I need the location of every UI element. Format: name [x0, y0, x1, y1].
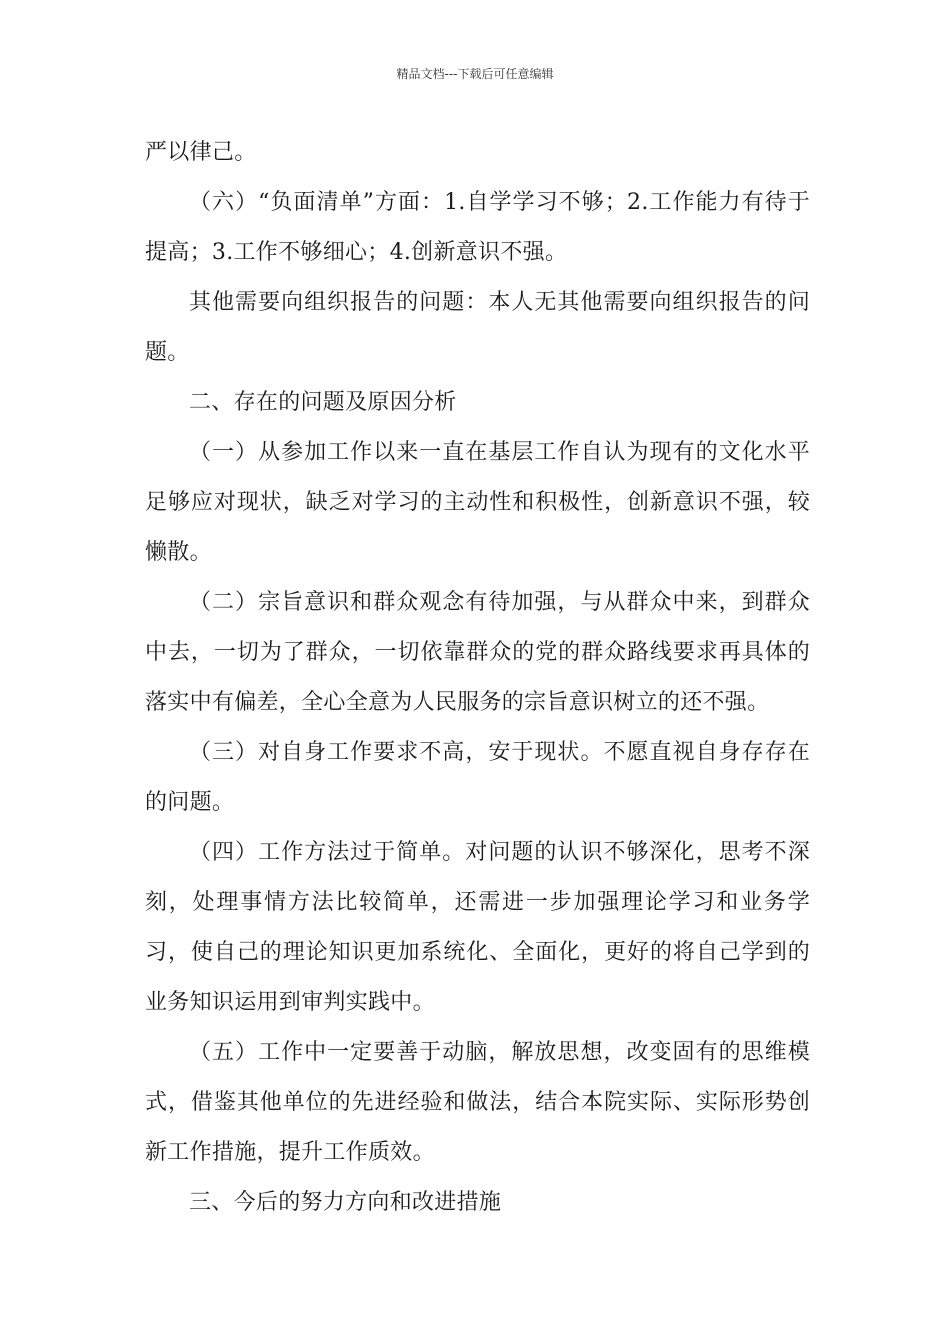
paragraph-negative-list: （六）“负面清单”方面：1.自学学习不够；2.工作能力有待于提高；3.工作不够细心；4.创新意识不强。: [145, 190, 810, 265]
document-body: [145, 128, 810, 1228]
page-header: 精品文档---下载后可任意编辑: [396, 67, 554, 81]
paragraph-other-issues: 其他需要向组织报告的问题：本人无其他需要向组织报告的问题。: [145, 290, 810, 365]
paragraph-continuation: 严以律己。: [145, 140, 257, 165]
section-heading-improvements: 三、今后的努力方向和改进措施: [189, 1190, 502, 1215]
paragraph-problem-5: （五）工作中一定要善于动脑，解放思想，改变固有的思维模式，借鉴其他单位的先进经验和做法，结合本院实际、实际形势创新工作措施，提升工作质效。: [145, 1040, 810, 1165]
paragraph-problem-2: （二）宗旨意识和群众观念有待加强，与从群众中来，到群众中去，一切为了群众，一切依靠群众的党的群众路线要求再具体的落实中有偏差，全心全意为人民服务的宗旨意识树立的还不强。: [145, 590, 810, 715]
paragraph-problem-1: （一）从参加工作以来一直在基层工作自认为现有的文化水平足够应对现状，缺乏对学习的主动性和积极性，创新意识不强，较懒散。: [145, 440, 810, 565]
paragraph-problem-4: （四）工作方法过于简单。对问题的认识不够深化，思考不深刻，处理事情方法比较简单，还需进一步加强理论学习和业务学习，使自己的理论知识更加系统化、全面化，更好的将自己学到的业务知识运用到审判实践中。: [145, 840, 810, 1015]
section-heading-problems: 二、存在的问题及原因分析: [189, 390, 457, 415]
paragraph-problem-3: （三）对自身工作要求不高，安于现状。不愿直视自身存存在的问题。: [145, 740, 810, 815]
